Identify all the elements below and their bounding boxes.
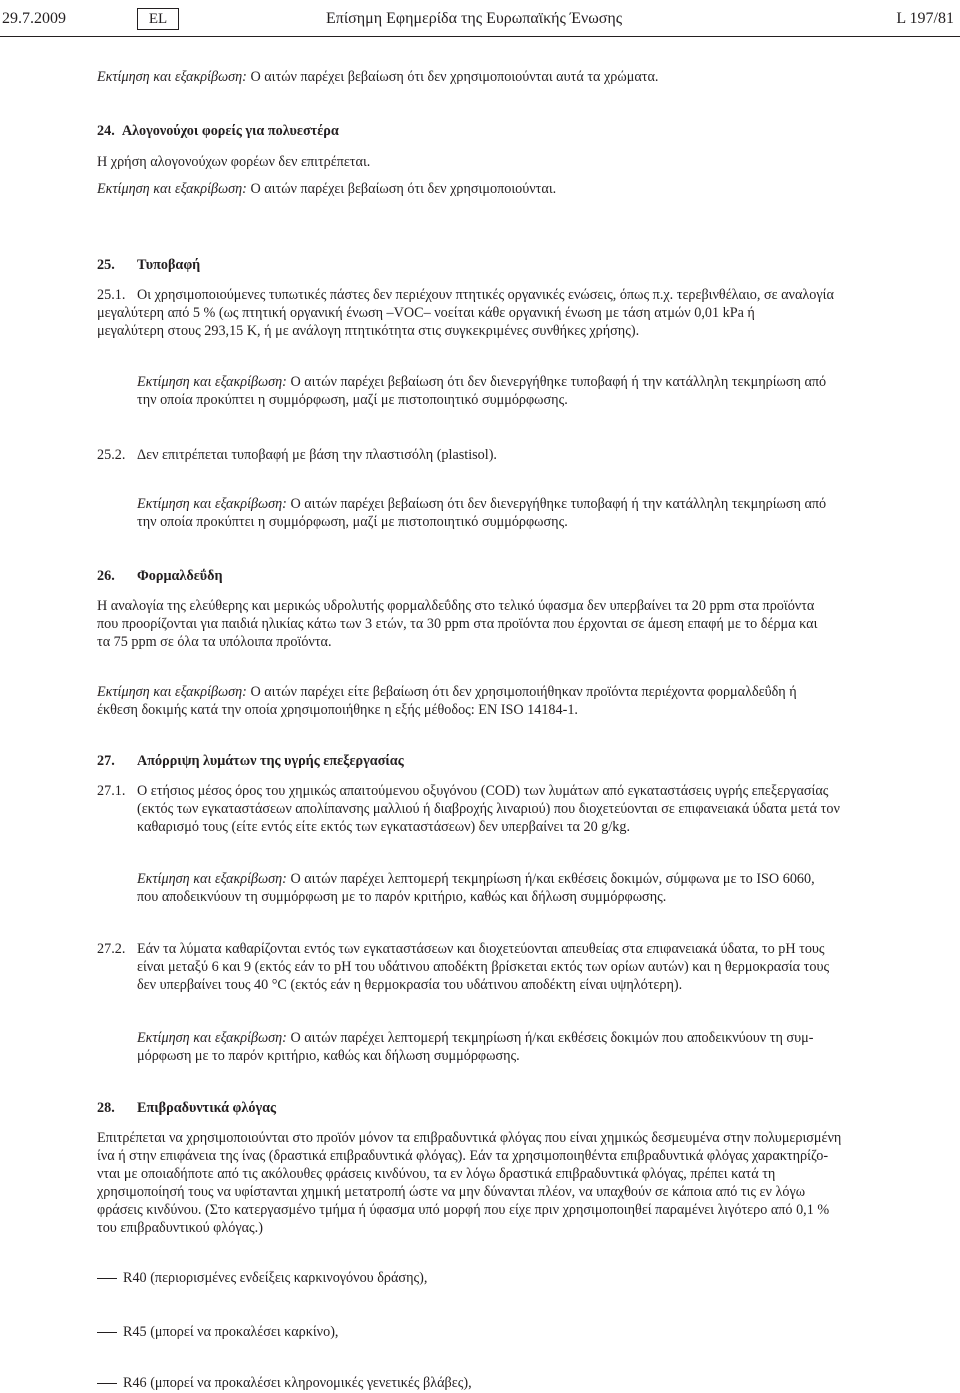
section-25-1-assessment: Εκτίμηση και εξακρίβωση: Ο αιτών παρέχει βεβαίωση ότι δεν διενεργήθηκε τυποβαφή ή την κατάλληλη τεκμηρίωση από την οποία προκύπτει η συμμόρφωση, μαζί με πιστοποιητικό συμμόρφωσης. [137,374,827,408]
section-24-assessment: Εκτίμηση και εξακρίβωση: Ο αιτών παρέχει βεβαίωση ότι δεν χρησιμοποιούνται. [97,181,557,197]
section-26-number: 26. [97,568,115,584]
list-item: R46 (μπορεί να προκαλέσει κληρονομικές γενετικές βλάβες), [97,1374,862,1392]
section-27-1-assessment: Εκτίμηση και εξακρίβωση: Ο αιτών παρέχει λεπτομερή τεκμηρίωση ή/και εκθέσεις δοκιμών, σύμφωνα με το ISO 6060, που αποδεικνύουν τη συμμόρφωση με το παρόν κριτήριο, καθώς και δήλωση συμμόρφωσης. [137,871,815,905]
section-25-2-text: Δεν επιτρέπεται τυποβαφή με βάση την πλαστισόλη (plastisol). [137,447,497,463]
dash-mark [97,1278,117,1279]
section-28-title: Επιβραδυντικά φλόγας [137,1100,277,1116]
list-item: R45 (μπορεί να προκαλέσει καρκίνο), [97,1323,862,1341]
section-24-text: Η χρήση αλογονούχων φορέων δεν επιτρέπεται. [97,154,371,170]
section-25-1-text: Οι χρησιμοποιούμενες τυπωτικές πάστες δεν περιέχουν πτητικές οργανικές ενώσεις, όπως π.χ. τερεβινθέλαιο, σε αναλογία [137,287,834,303]
page-header [0,8,960,34]
section-27-title: Απόρριψη λυμάτων της υγρής επεξεργασίας [137,753,404,769]
section-25-2-number: 25.2. [97,447,126,463]
dash-mark [97,1383,117,1384]
section-27-1-number: 27.1. [97,783,126,799]
list-item: R40 (περιορισμένες ενδείξεις καρκινογόνου δράσης), [97,1269,862,1287]
section-25-1-number: 25.1. [97,287,126,303]
section-28-number: 28. [97,1100,115,1116]
section-27-2-number: 27.2. [97,941,126,957]
section-26-text: Η αναλογία της ελεύθερης και μερικώς υδρολυτής φορμαλδεΰδης στο τελικό ύφασμα δεν υπερβαίνει τα 20 ppm στα προϊόντα που προορίζονται για παιδιά ηλικίας κάτω των 3 ετών, τα 30 ppm στα προϊόντα που έρχονται σε άμεση επαφή με το δέρμα και τα 75 ppm σε όλα τα υπόλοιπα προϊόντα. [97,598,818,650]
page-number: L 197/81 [896,10,954,27]
section-25-title: Τυποβαφή [137,257,201,273]
section-28-text: Επιτρέπεται να χρησιμοποιούνται στο προϊόν μόνον τα επιβραδυντικά φλόγας που είναι χημικώς δεσμευμένα στην πολυμερισμένη ίνα ή στην επιφάνεια της ίνας (δραστικά επιβραδυντικά φλόγας). Εάν τα χρησιμοποιηθέντα επιβραδυντικά φλόγας χαρακτηρίζο- νται με οποιαδήποτε από τις ακόλουθες φράσεις κινδύνου, τα εν λόγω δραστικά επιβραδυντικά φλόγας, πρέπει κατά τη χρησιμοποίησή τους να υφίστανται χημική μετατροπή ώστε να μην δύνανται πλέον, να υπαχθούν σε κάποια από τις εν λόγω φράσεις κινδύνου. (Στο κατεργασμένο τμήμα ή ύφασμα υπό μορφή που είχε πριν χρησιμοποιηθεί παραμένει λιγότερο από 0,1 % του επιβραδυντικού φλόγας.) [97,1130,842,1236]
assessment-paragraph: Εκτίμηση και εξακρίβωση: Ο αιτών παρέχει βεβαίωση ότι δεν χρησιμοποιούνται αυτά τα χρώματα. [97,69,659,85]
section-26-assessment: Εκτίμηση και εξακρίβωση: Ο αιτών παρέχει είτε βεβαίωση ότι δεν χρησιμοποιήθηκαν προϊόντα περιέχοντα φορμαλδεΰδη ή έκθεση δοκιμής κατά την οποία χρησιμοποιήθηκε η εξής μέθοδος: EN ISO 14184-1. [97,684,797,718]
section-27-2-text: Εάν τα λύματα καθαρίζονται εντός των εγκαταστάσεων και διοχετεύονται απευθείας στα επιφανειακά ύδατα, το pH τους είναι μεταξύ 6 και 9 (εκτός εάν το pH του υδάτινου αποδέκτη βρίσκεται εκτός των ορίων αυτών) και η θερμοκρασία τους δεν υπερβαίνει τους 40 °C (εκτός εάν η θερμοκρασία του υδάτινου αποδέκτη είναι υψηλότερη). [137,941,830,993]
language-badge: EL [137,8,179,30]
dash-mark [97,1332,117,1333]
section-27-2-assessment: Εκτίμηση και εξακρίβωση: Ο αιτών παρέχει λεπτομερή τεκμηρίωση ή/και εκθέσεις δοκιμών που αποδεικνύουν τη συμ- μόρφωση με το παρόν κριτήριο, καθώς και δήλωση συμμόρφωσης. [137,1030,814,1064]
section-24-heading: 24. Αλογονούχοι φορείς για πολυεστέρα [97,123,339,139]
section-25-2-assessment: Εκτίμηση και εξακρίβωση: Ο αιτών παρέχει βεβαίωση ότι δεν διενεργήθηκε τυποβαφή ή την κατάλληλη τεκμηρίωση από την οποία προκύπτει η συμμόρφωση, μαζί με πιστοποιητικό συμμόρφωσης. [137,496,827,530]
section-27-1-text: Ο ετήσιος μέσος όρος του χημικώς απαιτούμενου οξυγόνου (COD) των λυμάτων από εγκαταστάσεις υγρής επεξεργασίας (εκτός των εγκαταστάσεων απολίπανσης μαλλιού ή διαβροχής λιναριού) που διοχετεύονται σε επιφανειακά ύδατα μετά τον καθαρισμό τους (είτε εντός είτε εκτός των εγκαταστάσεων) δεν υπερβαίνει τα 20 g/kg. [137,783,840,835]
section-25-1-text-cont: μεγαλύτερη από 5 % (ως πτητική οργανική ένωση –VOC– νοείται κάθε οργανική ένωση με τάση ατμών 0,01 kPa ή μεγαλύτερη στους 293,15 K, ή με ανάλογη πτητικότητα στις συγκεκριμένες συνθήκες χρήσης). [97,305,755,339]
header-date: 29.7.2009 [2,10,66,27]
header-rule [0,36,960,37]
section-26-title: Φορμαλδεΰδη [137,568,223,584]
section-27-number: 27. [97,753,115,769]
section-25-number: 25. [97,257,115,273]
journal-title: Επίσημη Εφημερίδα της Ευρωπαϊκής Ένωσης [326,10,623,27]
